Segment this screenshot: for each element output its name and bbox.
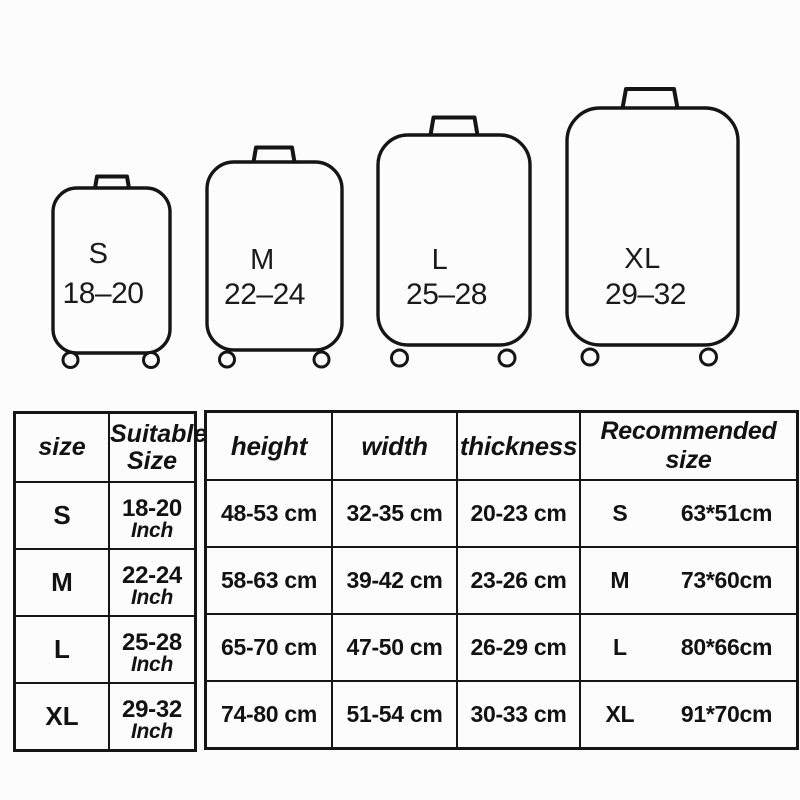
thickness-cell: 26-29 cm	[457, 614, 580, 681]
recommended-size-cell	[580, 614, 798, 681]
thickness-cell: 20-23 cm	[457, 480, 580, 547]
suitcase-wheel	[314, 352, 329, 367]
size-table-header-row	[15, 413, 196, 483]
recommended-size-content	[581, 634, 796, 661]
suitcase-size-label: XL	[624, 243, 661, 275]
recommended-size-dimensions: 80*66cm	[680, 634, 773, 660]
recommended-size-cell	[580, 480, 798, 547]
recommended-size-dimensions: 73*60cm	[680, 567, 773, 593]
suitable-size-cell	[109, 549, 196, 616]
size-cell: L	[15, 616, 110, 683]
range-value: 29-32	[122, 695, 182, 723]
size-column-header: size	[15, 413, 110, 483]
table-row	[206, 681, 798, 749]
range-value: 22-24	[122, 561, 182, 589]
recommended-size-letter: M	[610, 567, 630, 593]
suitcase-size-range: 22–24	[224, 278, 305, 311]
table-row	[15, 482, 196, 549]
size-cell: S	[15, 482, 110, 549]
range-unit: Inch	[131, 585, 173, 609]
suitable-size-column-header: Suitable Size	[109, 413, 196, 483]
range-unit: Inch	[131, 652, 173, 676]
range-value: 25-28	[122, 628, 182, 656]
height-cell: 74-80 cm	[206, 681, 333, 749]
suitcase-l-icon	[378, 118, 530, 367]
suitable-size-cell	[109, 616, 196, 683]
thickness-column-header: thickness	[457, 412, 580, 481]
suitcase-size-label: M	[250, 244, 275, 276]
table-row	[15, 616, 196, 683]
height-cell: 65-70 cm	[206, 614, 333, 681]
suitcase-wheel	[499, 350, 515, 366]
width-cell: 51-54 cm	[332, 681, 457, 749]
table-row	[206, 547, 798, 614]
suitcase-wheel	[392, 350, 408, 366]
size-cell: M	[15, 549, 110, 616]
recommended-size-content	[581, 500, 796, 527]
width-cell: 47-50 cm	[332, 614, 457, 681]
recommended-size-cell	[580, 681, 798, 749]
size-cell: XL	[15, 683, 110, 751]
height-column-header: height	[206, 412, 333, 481]
recommended-size-content	[581, 567, 796, 594]
suitcase-xl-icon	[567, 89, 738, 365]
recommended-size-content	[581, 701, 796, 728]
table-row	[206, 614, 798, 681]
range-unit: Inch	[131, 719, 173, 743]
suitable-size-cell	[109, 683, 196, 751]
suitcase-body	[53, 188, 170, 353]
table-row	[206, 480, 798, 547]
suitcase-wheel	[220, 352, 235, 367]
width-cell: 32-35 cm	[332, 480, 457, 547]
suitcase-size-label: S	[88, 238, 109, 270]
width-cell: 39-42 cm	[332, 547, 457, 614]
recommended-size-letter: L	[612, 634, 627, 660]
suitcase-size-label: L	[431, 244, 449, 276]
suitcase-wheel	[144, 353, 159, 368]
height-cell: 48-53 cm	[206, 480, 333, 547]
suitcase-s-icon	[53, 177, 170, 368]
recommended-size-dimensions: 91*70cm	[680, 701, 773, 727]
recommended-size-letter: S	[612, 500, 628, 526]
suitcase-size-range: 29–32	[605, 278, 686, 311]
suitcase-size-range: 18–20	[62, 277, 144, 310]
suitcase-wheel	[582, 349, 598, 365]
recommended-size-dimensions: 63*51cm	[680, 500, 773, 526]
table-row	[15, 549, 196, 616]
height-cell: 58-63 cm	[206, 547, 333, 614]
table-row	[15, 683, 196, 751]
recommended-size-column-header: Recommended size	[580, 412, 798, 481]
thickness-cell: 23-26 cm	[457, 547, 580, 614]
recommended-size-letter: XL	[605, 701, 635, 727]
width-column-header: width	[332, 412, 457, 481]
dimension-table	[204, 410, 799, 750]
thickness-cell: 30-33 cm	[457, 681, 580, 749]
dimension-table-header-row	[206, 412, 798, 481]
size-table	[13, 411, 208, 752]
range-value: 18-20	[122, 494, 182, 522]
suitable-size-cell	[109, 482, 196, 549]
suitcase-m-icon	[207, 148, 342, 368]
range-unit: Inch	[131, 518, 173, 542]
recommended-size-cell	[580, 547, 798, 614]
suitcase-size-range: 25–28	[406, 278, 487, 311]
suitcase-wheel	[63, 353, 78, 368]
suitcase-wheel	[701, 349, 717, 365]
suitcase-body	[378, 135, 530, 345]
